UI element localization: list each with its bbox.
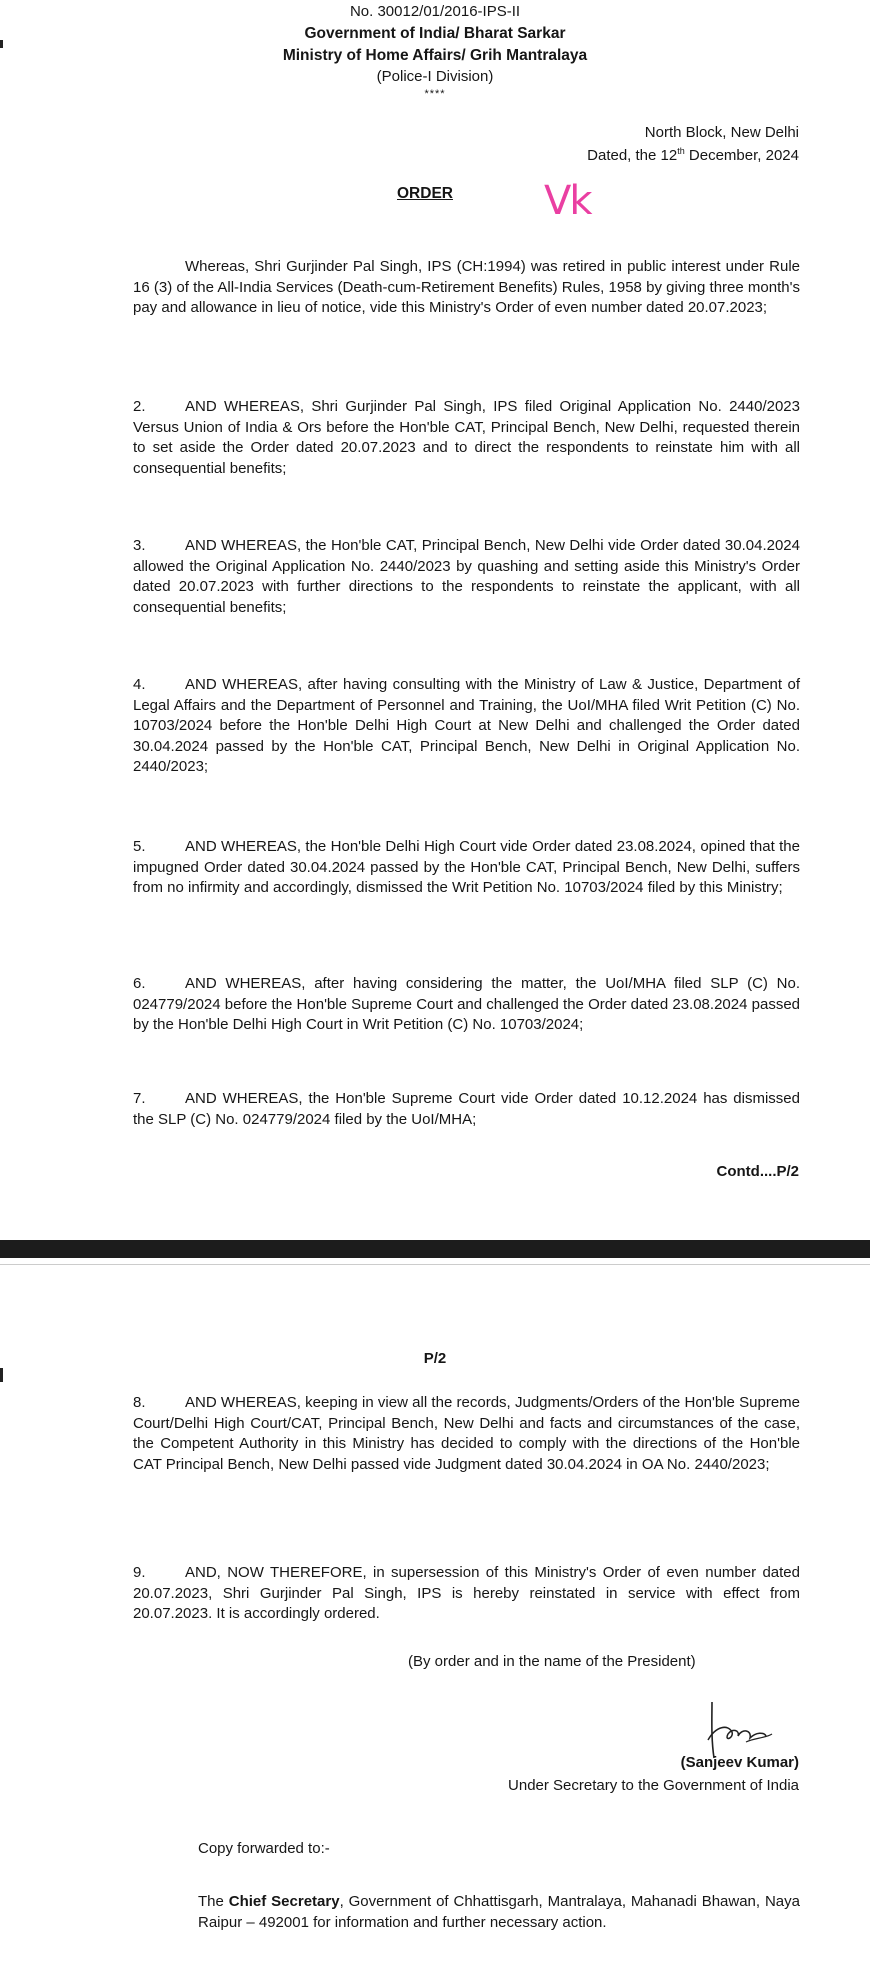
paragraph-8: 8. AND WHEREAS, keeping in view all the records, Judgments/Orders of the Hon'ble Supreme Court/Delhi High Court/CAT, Principal Bench, New Delhi and facts and circumstances of the case, the Competent Authority in this Ministry has decided to comply with the directions of the Hon'ble CAT Principal Bench, New Delhi passed vide Judgment dated 30.04.2024 in OA No. 2440/2023; — [133, 1394, 800, 1473]
paragraph-7: 7. AND WHEREAS, the Hon'ble Supreme Court vide Order dated 10.12.2024 has dismissed the SLP (C) No. 024779/2024 filed by the UoI/MHA; — [133, 1090, 800, 1128]
issue-date: Dated, the 12th December, 2024 — [587, 146, 799, 164]
signatory-designation: Under Secretary to the Government of India — [508, 1777, 799, 1794]
continued-marker: Contd....P/2 — [716, 1163, 799, 1180]
ministry-heading: Ministry of Home Affairs/ Grih Mantralaya — [282, 47, 588, 64]
page-2-marker: P/2 — [423, 1350, 447, 1367]
authority-line: (By order and in the name of the President) — [408, 1653, 696, 1670]
division-heading: (Police-I Division) — [376, 68, 494, 85]
paragraph-2: 2. AND WHEREAS, Shri Gurjinder Pal Singh, IPS filed Original Application No. 2440/2023 Versus Union of India & Ors before the Hon'ble CAT, Principal Bench, New Delhi, requested therein to set aside the Order dated 20.07.2023 and to direct the respondents to reinstate him with all consequential benefits; — [133, 398, 800, 477]
recipient-address: The Chief Secretary, Government of Chhattisgarh, Mantralaya, Mahanadi Bhawan, Naya Raipur – 492001 for information and further necessary action. — [198, 1893, 800, 1931]
handwritten-annotation: Vk — [544, 178, 591, 224]
scan-edge-mark — [0, 1368, 3, 1382]
order-title: ORDER — [397, 185, 453, 202]
paragraph-5: 5. AND WHEREAS, the Hon'ble Delhi High Court vide Order dated 23.08.2024, opined that the impugned Order dated 30.04.2024 passed by the Hon'ble CAT, Principal Bench, New Delhi, suffers from no infirmity and accordingly, dismissed the Writ Petition No. 10703/2024 filed by this Ministry; — [133, 838, 800, 897]
paragraph-1: Whereas, Shri Gurjinder Pal Singh, IPS (CH:1994) was retired in public interest under Rule 16 (3) of the All-India Services (Death-cum-Retirement Benefits) Rules, 1958 by giving three month's pay and allowance in lieu of notice, vide this Ministry's Order of even number dated 20.07.2023; — [133, 258, 800, 317]
file-number: No. 30012/01/2016-IPS-II — [349, 3, 521, 20]
paragraph-4: 4. AND WHEREAS, after having consulting with the Ministry of Law & Justice, Department of Legal Affairs and the Department of Personnel and Training, the UoI/MHA filed Writ Petition (C) No. 10703/2024 before the Hon'ble Delhi High Court at New Delhi and challenged the Order dated 30.04.2024 passed by the Hon'ble CAT, Principal Bench, New Delhi in Original Application No. 2440/2023; — [133, 676, 800, 776]
paragraph-3: 3. AND WHEREAS, the Hon'ble CAT, Principal Bench, New Delhi vide Order dated 30.04.2024 allowed the Original Application No. 2440/2023 by quashing and setting aside this Ministry's Order dated 20.07.2023 with further directions to the respondents to reinstate the applicant, with all consequential benefits; — [133, 537, 800, 616]
page-divider-line — [0, 1264, 870, 1265]
page-divider — [0, 1240, 870, 1258]
paragraph-6: 6. AND WHEREAS, after having considering the matter, the UoI/MHA filed SLP (C) No. 024779/2024 before the Hon'ble Supreme Court and challenged the Order dated 23.08.2024 passed by the Hon'ble Delhi High Court in Writ Petition (C) No. 10703/2024; — [133, 975, 800, 1034]
paragraph-9: 9. AND, NOW THEREFORE, in supersession of this Ministry's Order of even number dated 20.07.2023, Shri Gurjinder Pal Singh, IPS is hereby reinstated in service with effect from 20.07.2023. It is accordingly ordered. — [133, 1564, 800, 1623]
copy-forwarded-label: Copy forwarded to:- — [198, 1840, 330, 1857]
header-separator: **** — [424, 88, 446, 100]
government-heading: Government of India/ Bharat Sarkar — [304, 25, 566, 42]
signatory-name: (Sanjeev Kumar) — [680, 1754, 799, 1771]
issue-place: North Block, New Delhi — [644, 124, 799, 141]
